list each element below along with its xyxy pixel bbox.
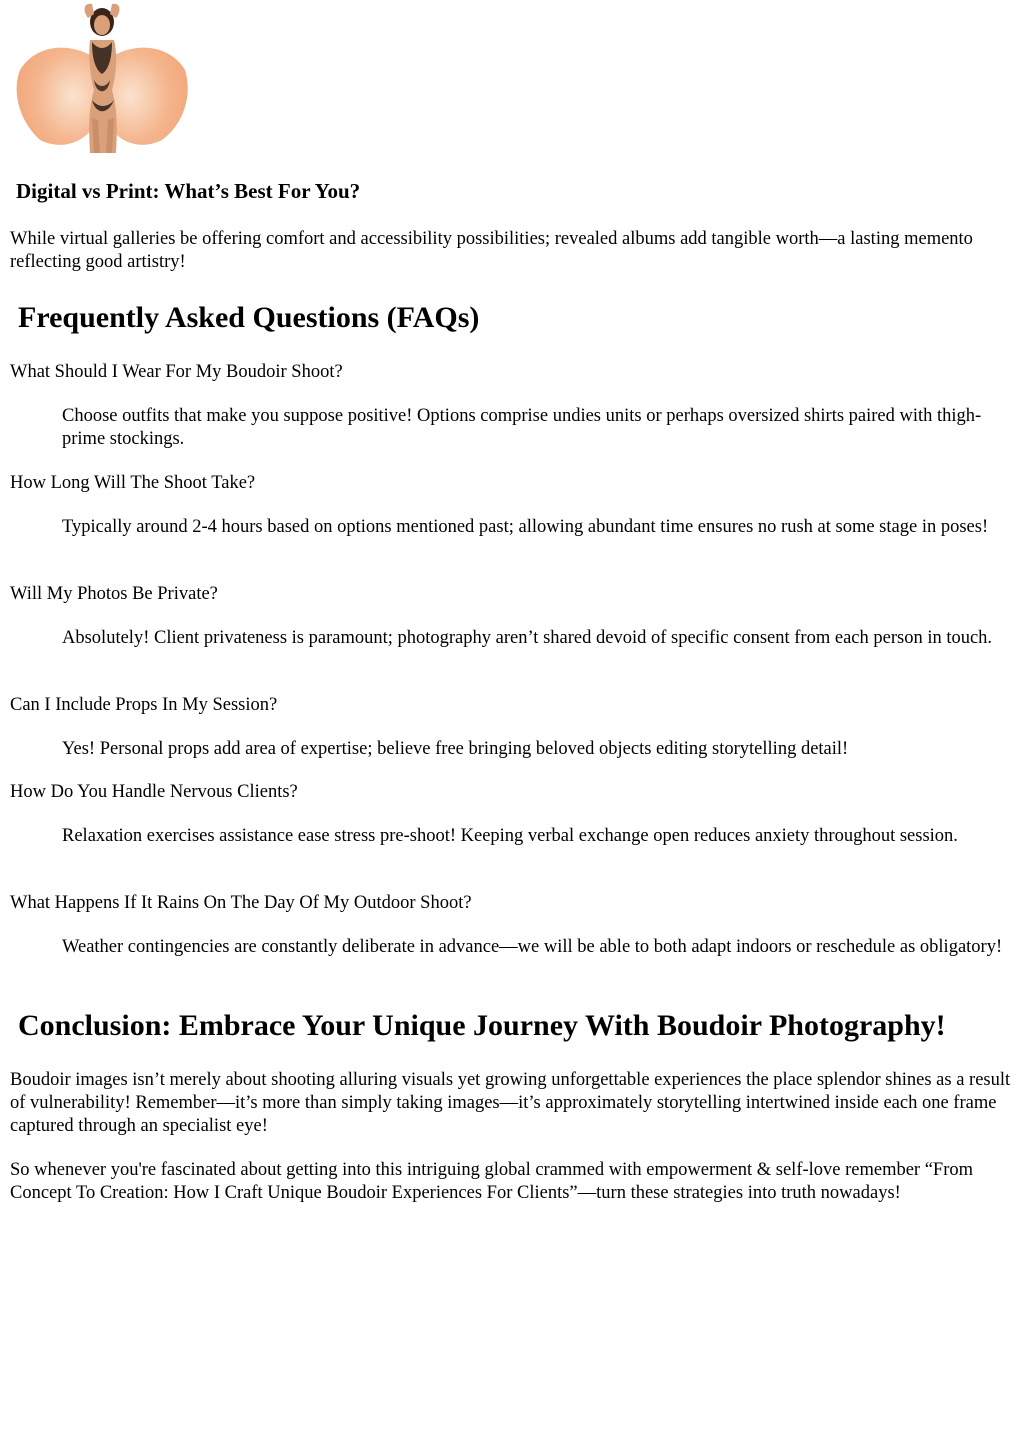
faq-question: What Happens If It Rains On The Day Of My Outdoor Shoot? bbox=[10, 893, 472, 913]
conclusion-paragraph-1: Boudoir images isn’t merely about shooting alluring visuals yet growing unforgettable experiences the place splendor shines as a result of vulnerability! Remember—it’s more than simply taking images—it’s approximately storytelling intertwined inside each one frame captured through an specialist eye! bbox=[10, 1070, 1011, 1136]
digital-vs-print-paragraph: While virtual galleries be offering comfort and accessibility possibilities; revealed albums add tangible worth—a lasting memento reflecting good artistry! bbox=[10, 229, 973, 272]
faq-answer: Absolutely! Client privateness is paramount; photography aren’t shared devoid of specific consent from each person in touch. bbox=[62, 628, 993, 648]
faq-question: Will My Photos Be Private? bbox=[10, 584, 218, 604]
digital-vs-print-heading: Digital vs Print: What’s Best For You? bbox=[16, 179, 361, 203]
conclusion-paragraph-2: So whenever you're fascinated about getting into this intriguing global crammed with empowerment & self-love remember “From Concept To Creation: How I Craft Unique Boudoir Experiences For Clients”—turn these strategies into truth nowadays! bbox=[10, 1160, 974, 1203]
faq-question: What Should I Wear For My Boudoir Shoot? bbox=[10, 362, 343, 382]
faq-answer: Typically around 2-4 hours based on options mentioned past; allowing abundant time ensures no rush at some stage in poses! bbox=[62, 517, 989, 537]
faq-answer: Weather contingencies are constantly deliberate in advance—we will be able to both adapt indoors or reschedule as obligatory! bbox=[62, 937, 1003, 957]
conclusion-heading: Conclusion: Embrace Your Unique Journey With Boudoir Photography! bbox=[18, 1009, 946, 1042]
boudoir-photo-illustration bbox=[10, 0, 193, 153]
hero-photo bbox=[10, 0, 193, 153]
faq-question: How Do You Handle Nervous Clients? bbox=[10, 782, 298, 802]
faq-answer: Yes! Personal props add area of expertise; believe free bringing beloved objects editing storytelling detail! bbox=[62, 739, 849, 759]
faq-question: How Long Will The Shoot Take? bbox=[10, 473, 256, 493]
faq-answer: Choose outfits that make you suppose positive! Options comprise undies units or perhaps oversized shirts paired with thigh-prime stockings. bbox=[62, 406, 982, 449]
faq-answer: Relaxation exercises assistance ease stress pre-shoot! Keeping verbal exchange open reduces anxiety throughout session. bbox=[62, 826, 958, 846]
faq-heading: Frequently Asked Questions (FAQs) bbox=[18, 301, 480, 334]
faq-question: Can I Include Props In My Session? bbox=[10, 695, 278, 715]
